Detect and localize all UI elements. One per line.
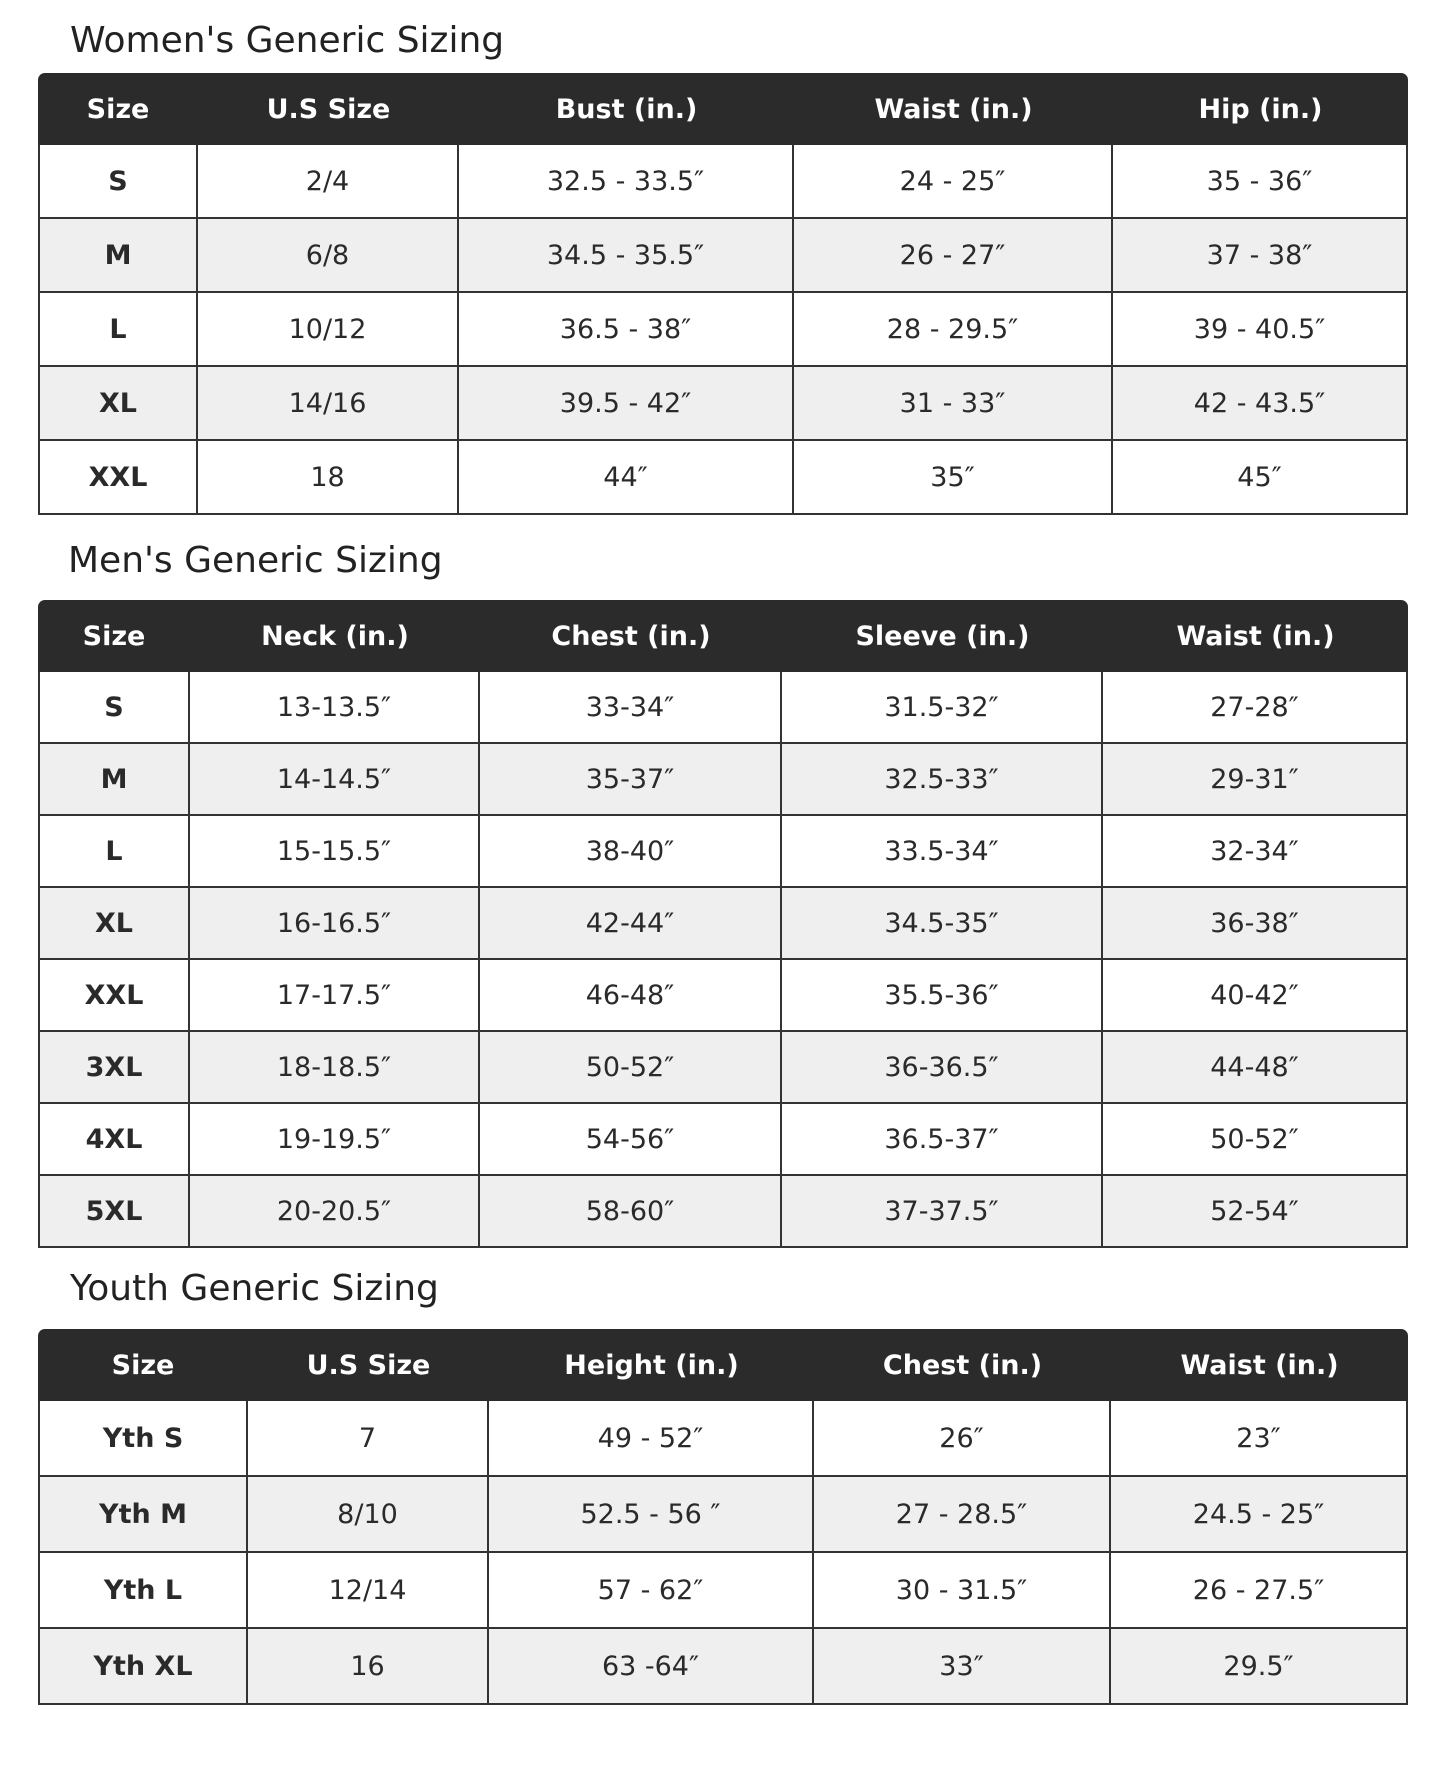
table-cell: 52-54″ xyxy=(1103,1176,1408,1248)
table-cell: 40-42″ xyxy=(1103,960,1408,1032)
table-cell: 36-36.5″ xyxy=(782,1032,1103,1104)
table-cell: 32.5 - 33.5″ xyxy=(459,145,794,219)
table-cell: 49 - 52″ xyxy=(489,1401,814,1477)
table-cell: 16 xyxy=(248,1629,489,1705)
size-cell: 5XL xyxy=(38,1176,190,1248)
table-cell: 27-28″ xyxy=(1103,672,1408,744)
table-row xyxy=(38,1176,1408,1248)
table-cell: 27 - 28.5″ xyxy=(814,1477,1111,1553)
header-cell: Size xyxy=(38,600,190,672)
table-cell: 31 - 33″ xyxy=(794,367,1113,441)
table-header-row xyxy=(38,600,1408,672)
table-cell: 36.5 - 38″ xyxy=(459,293,794,367)
table-cell: 26″ xyxy=(814,1401,1111,1477)
table-cell: 23″ xyxy=(1111,1401,1408,1477)
table-cell: 45″ xyxy=(1113,441,1408,515)
size-cell: Yth M xyxy=(38,1477,248,1553)
table-cell: 15-15.5″ xyxy=(190,816,480,888)
header-cell: Chest (in.) xyxy=(814,1329,1111,1401)
header-cell: Chest (in.) xyxy=(480,600,782,672)
header-cell: Waist (in.) xyxy=(1103,600,1408,672)
table-cell: 34.5 - 35.5″ xyxy=(459,219,794,293)
header-cell: Neck (in.) xyxy=(190,600,480,672)
table-cell: 35-37″ xyxy=(480,744,782,816)
table-cell: 13-13.5″ xyxy=(190,672,480,744)
table-cell: 7 xyxy=(248,1401,489,1477)
table-cell: 34.5-35″ xyxy=(782,888,1103,960)
table-cell: 31.5-32″ xyxy=(782,672,1103,744)
table-cell: 18-18.5″ xyxy=(190,1032,480,1104)
table-cell: 30 - 31.5″ xyxy=(814,1553,1111,1629)
table-row xyxy=(38,145,1408,219)
table-cell: 12/14 xyxy=(248,1553,489,1629)
header-cell: Height (in.) xyxy=(489,1329,814,1401)
table-row xyxy=(38,219,1408,293)
men-size-table xyxy=(38,600,1408,1248)
table-row xyxy=(38,1401,1408,1477)
table-row xyxy=(38,672,1408,744)
table-cell: 50-52″ xyxy=(480,1032,782,1104)
size-cell: S xyxy=(38,145,198,219)
table-cell: 20-20.5″ xyxy=(190,1176,480,1248)
table-cell: 44″ xyxy=(459,441,794,515)
size-cell: L xyxy=(38,816,190,888)
table-cell: 24 - 25″ xyxy=(794,145,1113,219)
table-cell: 46-48″ xyxy=(480,960,782,1032)
table-cell: 57 - 62″ xyxy=(489,1553,814,1629)
size-cell: XL xyxy=(38,888,190,960)
table-cell: 39.5 - 42″ xyxy=(459,367,794,441)
table-cell: 32-34″ xyxy=(1103,816,1408,888)
table-cell: 17-17.5″ xyxy=(190,960,480,1032)
table-cell: 26 - 27.5″ xyxy=(1111,1553,1408,1629)
table-cell: 58-60″ xyxy=(480,1176,782,1248)
table-cell: 24.5 - 25″ xyxy=(1111,1477,1408,1553)
size-cell: 4XL xyxy=(38,1104,190,1176)
youth-title: Youth Generic Sizing xyxy=(70,1268,439,1309)
table-cell: 42 - 43.5″ xyxy=(1113,367,1408,441)
table-row xyxy=(38,1104,1408,1176)
table-cell: 33-34″ xyxy=(480,672,782,744)
table-cell: 16-16.5″ xyxy=(190,888,480,960)
table-cell: 6/8 xyxy=(198,219,459,293)
table-row xyxy=(38,888,1408,960)
table-cell: 28 - 29.5″ xyxy=(794,293,1113,367)
table-header-row xyxy=(38,1329,1408,1401)
table-cell: 32.5-33″ xyxy=(782,744,1103,816)
table-row xyxy=(38,1553,1408,1629)
size-cell: Yth XL xyxy=(38,1629,248,1705)
table-row xyxy=(38,1629,1408,1705)
header-cell: U.S Size xyxy=(248,1329,489,1401)
table-cell: 14/16 xyxy=(198,367,459,441)
size-cell: M xyxy=(38,744,190,816)
table-cell: 35.5-36″ xyxy=(782,960,1103,1032)
size-cell: XXL xyxy=(38,441,198,515)
size-cell: L xyxy=(38,293,198,367)
table-cell: 36-38″ xyxy=(1103,888,1408,960)
women-size-table xyxy=(38,73,1408,515)
header-cell: Waist (in.) xyxy=(794,73,1113,145)
table-row xyxy=(38,367,1408,441)
header-cell: Bust (in.) xyxy=(459,73,794,145)
header-cell: Sleeve (in.) xyxy=(782,600,1103,672)
table-row xyxy=(38,441,1408,515)
size-cell: XL xyxy=(38,367,198,441)
table-cell: 36.5-37″ xyxy=(782,1104,1103,1176)
table-cell: 35″ xyxy=(794,441,1113,515)
table-cell: 29-31″ xyxy=(1103,744,1408,816)
table-row xyxy=(38,960,1408,1032)
header-cell: Size xyxy=(38,1329,248,1401)
table-cell: 38-40″ xyxy=(480,816,782,888)
women-title: Women's Generic Sizing xyxy=(70,20,505,61)
table-cell: 50-52″ xyxy=(1103,1104,1408,1176)
table-row xyxy=(38,1477,1408,1553)
table-cell: 29.5″ xyxy=(1111,1629,1408,1705)
table-row xyxy=(38,816,1408,888)
header-cell: U.S Size xyxy=(198,73,459,145)
size-cell: Yth L xyxy=(38,1553,248,1629)
table-row xyxy=(38,744,1408,816)
size-cell: XXL xyxy=(38,960,190,1032)
table-row xyxy=(38,1032,1408,1104)
table-cell: 52.5 - 56 ″ xyxy=(489,1477,814,1553)
table-cell: 14-14.5″ xyxy=(190,744,480,816)
table-cell: 2/4 xyxy=(198,145,459,219)
table-header-row xyxy=(38,73,1408,145)
header-cell: Waist (in.) xyxy=(1111,1329,1408,1401)
size-cell: M xyxy=(38,219,198,293)
table-cell: 37-37.5″ xyxy=(782,1176,1103,1248)
table-cell: 44-48″ xyxy=(1103,1032,1408,1104)
table-cell: 33.5-34″ xyxy=(782,816,1103,888)
table-cell: 8/10 xyxy=(248,1477,489,1553)
table-cell: 35 - 36″ xyxy=(1113,145,1408,219)
size-cell: S xyxy=(38,672,190,744)
table-cell: 54-56″ xyxy=(480,1104,782,1176)
men-title: Men's Generic Sizing xyxy=(68,540,443,581)
table-cell: 33″ xyxy=(814,1629,1111,1705)
header-cell: Hip (in.) xyxy=(1113,73,1408,145)
size-cell: Yth S xyxy=(38,1401,248,1477)
header-cell: Size xyxy=(38,73,198,145)
table-row xyxy=(38,293,1408,367)
table-cell: 39 - 40.5″ xyxy=(1113,293,1408,367)
table-cell: 10/12 xyxy=(198,293,459,367)
youth-size-table xyxy=(38,1329,1408,1705)
table-cell: 37 - 38″ xyxy=(1113,219,1408,293)
table-cell: 19-19.5″ xyxy=(190,1104,480,1176)
table-cell: 18 xyxy=(198,441,459,515)
size-cell: 3XL xyxy=(38,1032,190,1104)
table-cell: 42-44″ xyxy=(480,888,782,960)
table-cell: 26 - 27″ xyxy=(794,219,1113,293)
table-cell: 63 -64″ xyxy=(489,1629,814,1705)
